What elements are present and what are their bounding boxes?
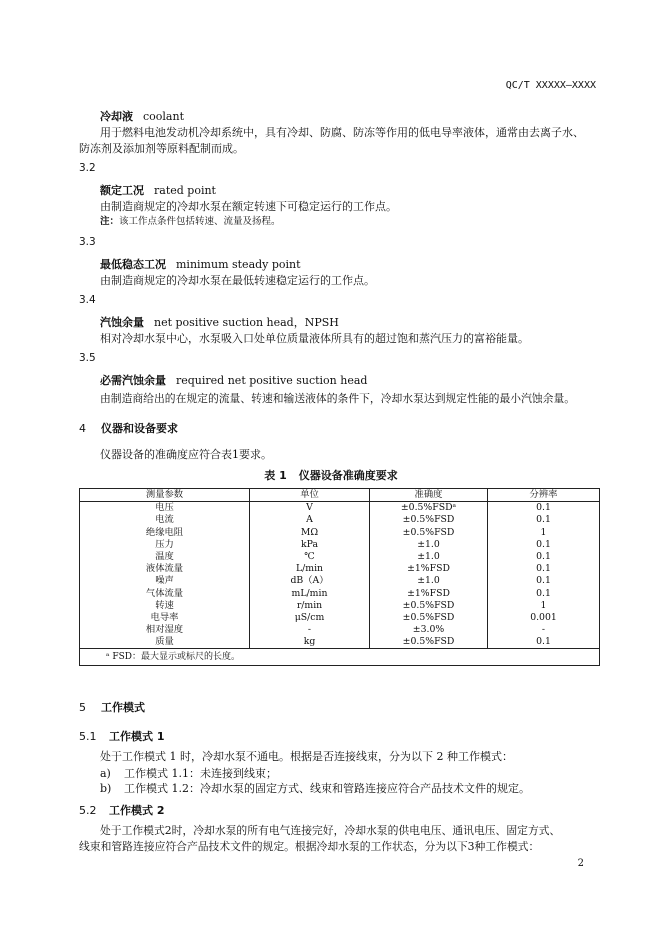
cell-resolution: 1 <box>488 527 600 539</box>
term-definition: 相对冷却水泵中心，水泵吸入口处单位质量液体所具有的超过饱和蒸汽压力的富裕能量。 <box>100 332 529 345</box>
cell-resolution: 0.1 <box>488 502 600 515</box>
cell-parameter: 绝缘电阻 <box>80 527 250 539</box>
cell-accuracy: ±0.5%FSDᵃ <box>370 502 488 515</box>
cell-parameter: 噪声 <box>80 575 250 587</box>
cell-resolution: 1 <box>488 600 600 612</box>
cell-parameter: 相对湿度 <box>80 624 250 636</box>
clause-number: 3.2 <box>79 162 96 174</box>
section-number: 4 <box>79 422 86 435</box>
cell-accuracy: ±1.0 <box>370 539 488 551</box>
subsection-paragraph-cont: 线束和管路连接应符合产品技术文件的规定。根据冷却水泵的工作状态，分为以下3种工作模式： <box>79 840 540 853</box>
cell-parameter: 质量 <box>80 636 250 649</box>
cell-accuracy: ±3.0% <box>370 624 488 636</box>
cell-accuracy: ±1.0 <box>370 575 488 587</box>
clause-number: 3.4 <box>79 294 96 306</box>
table-row <box>80 588 600 600</box>
term-zh: 必需汽蚀余量 <box>100 374 166 387</box>
cell-unit: mL/min <box>250 588 370 600</box>
cell-accuracy: ±0.5%FSD <box>370 527 488 539</box>
cell-unit: V <box>250 502 370 515</box>
table-row <box>80 636 600 649</box>
table-row <box>80 539 600 551</box>
cell-resolution: 0.1 <box>488 588 600 600</box>
cell-unit: kg <box>250 636 370 649</box>
cell-resolution: 0.1 <box>488 551 600 563</box>
cell-parameter: 电压 <box>80 502 250 515</box>
cell-resolution: 0.1 <box>488 563 600 575</box>
column-header: 分辨率 <box>488 489 600 502</box>
subsection-number: 5.1 <box>79 730 97 743</box>
term-zh: 额定工况 <box>100 184 144 197</box>
list-item-label: b) <box>100 782 112 795</box>
list-item-text: 工作模式 1.2：冷却水泵的固定方式、线束和管路连接应符合产品技术文件的规定。 <box>124 782 530 795</box>
subsection-heading-5-2 <box>79 802 164 818</box>
term-definition-cont: 防冻剂及添加剂等原料配制而成。 <box>79 142 244 155</box>
list-item <box>100 765 277 781</box>
table-footnote-row <box>80 649 600 666</box>
subsection-paragraph: 处于工作模式 1 时，冷却水泵不通电。根据是否连接线束，分为以下 2 种工作模式： <box>100 750 513 763</box>
accuracy-table <box>79 488 600 666</box>
term-definition: 用于燃料电池发动机冷却系统中，具有冷却、防腐、防冻等作用的低电导率液体，通常由去离子水、 <box>100 126 584 139</box>
subsection-title: 工作模式 1 <box>109 730 165 743</box>
section-title: 工作模式 <box>101 701 145 714</box>
cell-accuracy: ±1.0 <box>370 551 488 563</box>
table-caption <box>0 467 662 483</box>
term-definition: 由制造商规定的冷却水泵在额定转速下可稳定运行的工作点。 <box>100 200 397 213</box>
term-note <box>100 213 281 227</box>
page-number: 2 <box>577 858 584 869</box>
column-header: 单位 <box>250 489 370 502</box>
table-row <box>80 551 600 563</box>
subsection-heading-5-1 <box>79 728 164 744</box>
table-row <box>80 527 600 539</box>
column-header: 测量参数 <box>80 489 250 502</box>
subsection-title: 工作模式 2 <box>109 804 165 817</box>
table-row <box>80 600 600 612</box>
table-header-row <box>80 489 600 502</box>
cell-accuracy: ±1%FSD <box>370 563 488 575</box>
term-definition: 由制造商规定的冷却水泵在最低转速稳定运行的工作点。 <box>100 274 375 287</box>
cell-accuracy: ±0.5%FSD <box>370 514 488 526</box>
section-heading-4 <box>79 420 178 436</box>
cell-unit: A <box>250 514 370 526</box>
term-en: rated point <box>154 184 216 197</box>
table-row <box>80 502 600 515</box>
term-en: minimum steady point <box>176 258 301 271</box>
note-label: 注： <box>100 216 120 227</box>
cell-parameter: 温度 <box>80 551 250 563</box>
term-en: coolant <box>143 110 184 123</box>
term-npsh <box>100 314 339 330</box>
term-zh: 冷却液 <box>100 110 133 123</box>
cell-accuracy: ±0.5%FSD <box>370 600 488 612</box>
cell-parameter: 液体流量 <box>80 563 250 575</box>
section-heading-5 <box>79 699 145 715</box>
term-en: net positive suction head，NPSH <box>154 316 339 329</box>
section-paragraph: 仪器设备的准确度应符合表1要求。 <box>100 448 272 461</box>
cell-resolution: 0.1 <box>488 514 600 526</box>
cell-unit: - <box>250 624 370 636</box>
column-header: 准确度 <box>370 489 488 502</box>
cell-unit: L/min <box>250 563 370 575</box>
table-number: 表 1 <box>264 469 287 482</box>
list-item <box>100 780 530 796</box>
table-row <box>80 612 600 624</box>
list-item-text: 工作模式 1.1：未连接到线束； <box>124 767 277 780</box>
cell-unit: ℃ <box>250 551 370 563</box>
cell-accuracy: ±0.5%FSD <box>370 612 488 624</box>
term-definition: 由制造商给出的在规定的流量、转速和输送液体的条件下，冷却水泵达到规定性能的最小汽蚀余量。 <box>100 392 576 405</box>
list-item-label: a) <box>100 767 111 780</box>
term-rated-point <box>100 182 216 198</box>
term-zh: 汽蚀余量 <box>100 316 144 329</box>
term-required-npsh <box>100 372 367 388</box>
table-row <box>80 624 600 636</box>
cell-parameter: 转速 <box>80 600 250 612</box>
table-footnote: ᵃ FSD：最大显示或标尺的长度。 <box>80 649 600 666</box>
term-zh: 最低稳态工况 <box>100 258 166 271</box>
cell-resolution: 0.001 <box>488 612 600 624</box>
document-code: QC/T XXXXX—XXXX <box>505 80 596 91</box>
cell-unit: r/min <box>250 600 370 612</box>
cell-unit: μS/cm <box>250 612 370 624</box>
cell-unit: MΩ <box>250 527 370 539</box>
section-number: 5 <box>79 701 86 714</box>
cell-resolution: - <box>488 624 600 636</box>
term-en: required net positive suction head <box>176 374 368 387</box>
cell-parameter: 压力 <box>80 539 250 551</box>
cell-parameter: 电流 <box>80 514 250 526</box>
cell-parameter: 电导率 <box>80 612 250 624</box>
table-title: 仪器设备准确度要求 <box>298 469 398 482</box>
cell-resolution: 0.1 <box>488 636 600 649</box>
subsection-number: 5.2 <box>79 804 97 817</box>
cell-accuracy: ±0.5%FSD <box>370 636 488 649</box>
cell-unit: kPa <box>250 539 370 551</box>
term-minimum-steady-point <box>100 256 301 272</box>
clause-number: 3.5 <box>79 352 96 364</box>
cell-unit: dB（A） <box>250 575 370 587</box>
table-row <box>80 514 600 526</box>
clause-number: 3.3 <box>79 236 96 248</box>
cell-resolution: 0.1 <box>488 575 600 587</box>
cell-accuracy: ±1%FSD <box>370 588 488 600</box>
subsection-paragraph: 处于工作模式2时，冷却水泵的所有电气连接完好，冷却水泵的供电电压、通讯电压、固定方式、 <box>100 824 561 837</box>
section-title: 仪器和设备要求 <box>101 422 178 435</box>
table-row <box>80 563 600 575</box>
term-coolant <box>100 108 184 124</box>
table-row <box>80 575 600 587</box>
note-text: 该工作点条件包括转速、流量及扬程。 <box>119 216 281 227</box>
cell-parameter: 气体流量 <box>80 588 250 600</box>
cell-resolution: 0.1 <box>488 539 600 551</box>
